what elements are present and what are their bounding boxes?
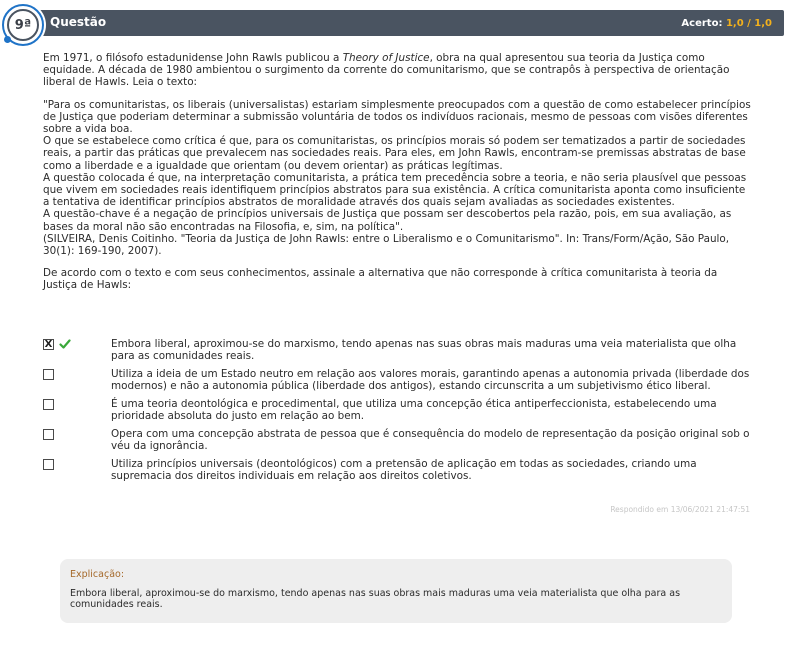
question-header xyxy=(6,10,784,36)
answer-option[interactable] xyxy=(43,368,753,392)
quote-line: O que se estabelece como crítica é que, para os comunitaristas, os princípios morais só podem ser tematizados a partir de sociedades reais, a partir das práticas que prevalecem nas sociedades reais. Para eles, em John Rawls, encontram-se premissas abstratas de base como a liberdade e a igualdade que orientam (ou devem orientar) as práticas legítimas. xyxy=(43,135,746,172)
answer-option[interactable] xyxy=(43,338,753,362)
answer-option[interactable] xyxy=(43,458,753,482)
question-body xyxy=(43,52,753,302)
option-checkbox[interactable]: X xyxy=(44,339,53,350)
explanation-text: Embora liberal, aproximou-se do marxismo, tendo apenas nas suas obras mais maduras uma veia materialista que olha para as comunidades reais. xyxy=(70,588,681,610)
score-max: 1,0 xyxy=(754,18,772,29)
explanation-label: Explicação: xyxy=(70,569,125,580)
question-prompt: De acordo com o texto e com seus conhecimentos, assinale a alternativa que não corresponde à crítica comunitarista à teoria da Justiça de Hawls: xyxy=(43,267,718,292)
score-value: 1,0 xyxy=(725,18,744,29)
header-title: Questão xyxy=(50,15,107,29)
option-checkbox[interactable] xyxy=(43,369,54,380)
badge-dot xyxy=(4,36,11,43)
question-intro: Em 1971, o filósofo estadunidense John Rawls publicou a Theory of Justice, obra na qual apresentou sua teoria da Justiça como equidade. A década de 1980 ambientou o surgimento da corrente do comunitarismo, que se contrapôs à perspectiva de orientação liberal de Hawls. Leia o texto: xyxy=(43,52,730,89)
explanation-box xyxy=(60,559,732,623)
quote-citation: (SILVEIRA, Denis Coitinho. "Teoria da Justiça de John Rawls: entre o Liberalismo e o Comunitarismo". In: Trans/Form/Ação, São Paulo, 30(1): 169-190, 2007). xyxy=(43,232,730,258)
option-text: É uma teoria deontológica e procedimental, que utiliza uma concepção ética antiperfeccionista, estabelecendo uma prioridade absoluta do justo em relação ao bem. xyxy=(111,398,717,422)
book-title: Theory of Justice xyxy=(342,52,430,64)
question-number: 9ª xyxy=(7,9,39,41)
score-display xyxy=(681,18,772,29)
quote-line: A questão colocada é que, na interpretação comunitarista, a prática tem precedência sobre a teoria, e não seria plausível que pessoas que vivem em sociedades reais identifiquem princípios abstratos para sua existência. A crítica comunitarista aponta como insuficiente a tentativa de identificar princípios abstratos de moralidade através dos quais sejam avaliadas as sociedades existentes. xyxy=(43,171,747,209)
option-checkbox[interactable] xyxy=(43,459,54,470)
quote-line: "Para os comunitaristas, os liberais (universalistas) estariam simplesmente preocupados com a questão de como estabelecer princípios de Justiça que poderiam determinar a submissão voluntária de todos os indivíduos racionais, mesmo de pessoas com visões diferentes sobre a vida boa. xyxy=(43,98,751,136)
option-text: Embora liberal, aproximou-se do marxismo, tendo apenas nas suas obras mais maduras uma veia materialista que olha para as comunidades reais. xyxy=(111,338,737,362)
answer-option[interactable] xyxy=(43,398,753,422)
option-checkbox[interactable] xyxy=(43,399,54,410)
option-text: Utiliza a ideia de um Estado neutro em relação aos valores morais, garantindo apenas a autonomia privada (liberdade dos modernos) e não a autonomia pública (liberdade dos antigos), estando circunscrita a um subjetivismo ético liberal. xyxy=(111,368,750,392)
score-separator: / xyxy=(747,18,751,29)
score-label: Acerto: xyxy=(681,18,723,29)
option-text: Utiliza princípios universais (deontológicos) com a pretensão de aplicação em todas as sociedades, criando uma supremacia dos direitos individuais em relação aos direitos coletivos. xyxy=(111,458,697,482)
question-number-badge xyxy=(2,4,44,46)
option-text: Opera com uma concepção abstrata de pessoa que é consequência do modelo de representação da posição original sob o véu da ignorância. xyxy=(111,428,750,452)
answered-timestamp: Respondido em 13/06/2021 21:47:51 xyxy=(610,505,750,514)
check-icon xyxy=(59,338,71,350)
answer-option[interactable] xyxy=(43,428,753,452)
answer-options xyxy=(43,338,753,488)
quote-line: A questão-chave é a negação de princípios universais de Justiça que possam ser descobertos pela razão, pois, em sua avaliação, as bases da moral não são encontradas na Filosofia, e, sim, na política". xyxy=(43,208,732,233)
quoted-text xyxy=(43,99,753,258)
option-checkbox[interactable] xyxy=(43,429,54,440)
